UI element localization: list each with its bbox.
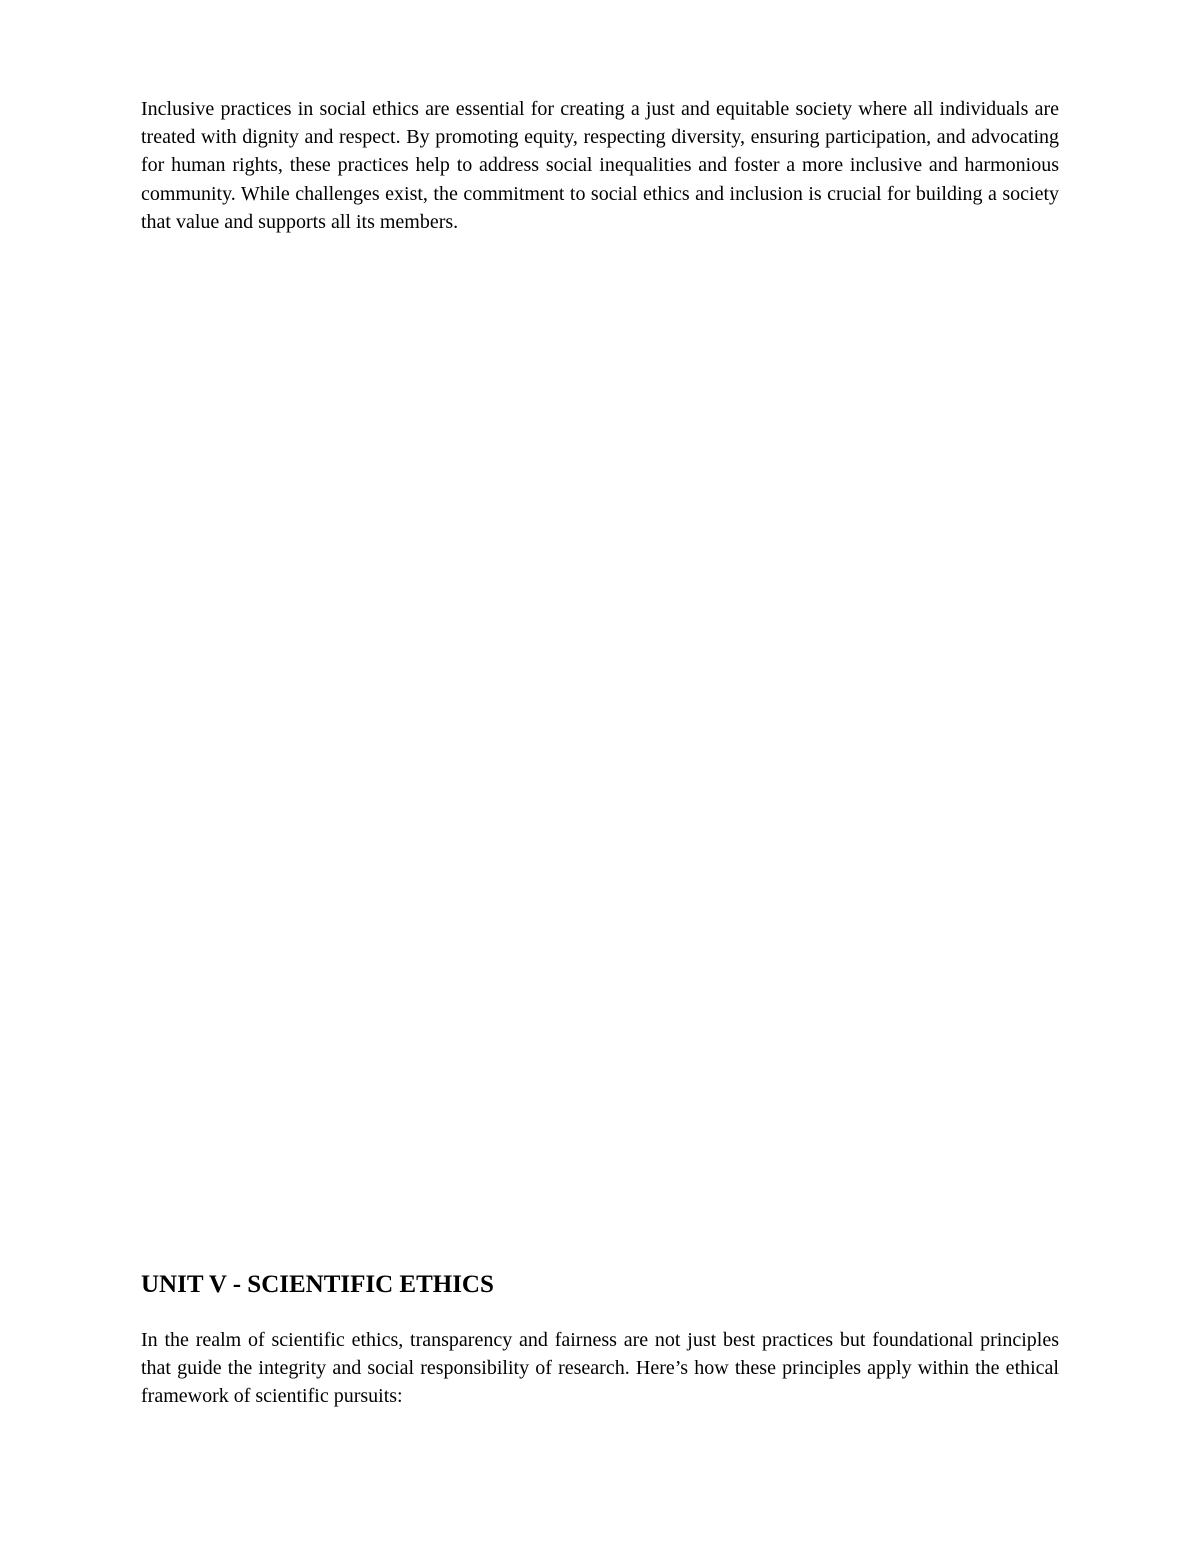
intro-paragraph: Inclusive practices in social ethics are essential for creating a just and equitable society where all individuals are treated with dignity and respect. By promoting equity, respecting diversity, ensuring participation, and advocating for human rights, these practices help to address social inequalities and foster a more inclusive and harmonious community. While challenges exist, the commitment to social ethics and inclusion is crucial for building a society that value and supports all its members. bbox=[141, 98, 1059, 233]
section-heading: UNIT V - SCIENTIFIC ETHICS bbox=[141, 1271, 494, 1298]
section-intro-paragraph: In the realm of scientific ethics, transparency and fairness are not just best practices but foundational principles that guide the integrity and social responsibility of research. Here’s how these principles apply within the ethical framework of scientific pursuits: bbox=[141, 1329, 1059, 1408]
